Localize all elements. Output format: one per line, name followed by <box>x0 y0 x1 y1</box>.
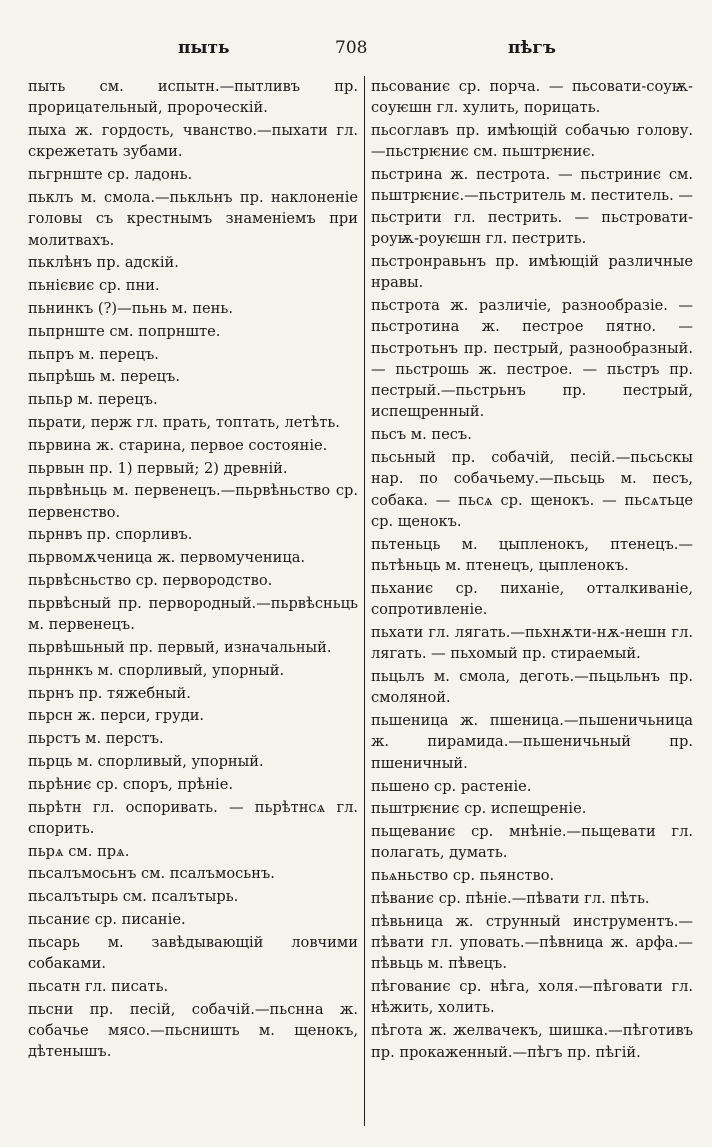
dictionary-entry: пьцьлъ м. смола, деготь.—пьцьльнъ пр. смоляной. <box>371 668 693 707</box>
dictionary-entry: пьрць м. спорливый, упорный. <box>28 752 264 770</box>
dictionary-entry: пьклъ м. смола.—пькльнъ пр. наклоненіе головы съ крестнымъ знаменіемъ при молитвахъ. <box>28 188 358 249</box>
dictionary-entry: пьханиє ср. пиханіе, отталкиваніе, сопротивленіе. <box>371 579 693 619</box>
dictionary-entry: пьхати гл. лягать.—пьхнѫти-нѫ-нешн гл. лягать. — пьхомый пр. стираемый. <box>371 623 693 663</box>
dictionary-entry: пѣгота ж. желвачекъ, шишка.—пѣготивъ пр. прокаженный.—пѣгъ пр. пѣгій. <box>371 1022 693 1061</box>
dictionary-entry: пьсаниє ср. писаніе. <box>28 910 186 928</box>
dictionary-entry: пьшено ср. растеніе. <box>371 777 532 795</box>
running-head-right: пѣгъ <box>508 38 556 58</box>
right-column <box>371 76 693 1126</box>
dictionary-entry: пьстронравьнъ пр. имѣющій различные нравы. <box>371 252 693 292</box>
dictionary-entry: пьрвина ж. старина, первое состояніе. <box>28 436 328 454</box>
dictionary-entry: пьтеньць м. цыпленокъ, птенецъ.— пьтѣньць м. птенецъ, цыпленокъ. <box>371 535 693 575</box>
dictionary-entry: пьрѧ см. прѧ. <box>28 842 130 860</box>
left-column <box>28 76 358 1126</box>
dictionary-entry: пьрвомѫченица ж. первомученица. <box>28 549 306 567</box>
dictionary-entry: пьрнвъ пр. спорливъ. <box>28 526 193 544</box>
dictionary-entry: пьрсн ж. перси, груди. <box>28 707 205 725</box>
dictionary-entry: пьнієвиє ср. пни. <box>28 277 160 295</box>
dictionary-entry: пьрати, перж гл. прать, топтать, летѣть. <box>28 413 340 431</box>
dictionary-entry: пыть см. испытн.—пытливъ пр. прорицательный, пророческій. <box>28 78 358 117</box>
dictionary-entry: пьрннкъ м. спорливый, упорный. <box>28 661 285 679</box>
dictionary-entry: пьрвѣсньство ср. первородство. <box>28 572 273 590</box>
dictionary-entry: пьсьный пр. собачій, песій.—пьсьскы нар. по собачьему.—пьсьць м. песъ, собака. — пьсѧ ср. щенокъ. — пьсѧтьце ср. щенокъ. <box>371 449 693 530</box>
dictionary-entry: пьшеница ж. пшеница.—пьшеничьница ж. пирамида.—пьшеничьный пр. пшеничный. <box>371 712 693 772</box>
running-head-left: пыть <box>178 38 230 58</box>
dictionary-columns <box>28 76 694 1136</box>
dictionary-entry: пьрвѣшьный пр. первый, изначальный. <box>28 638 332 656</box>
dictionary-entry: пьгрнште ср. ладонь. <box>28 166 193 184</box>
dictionary-entry: пьштрѥниє ср. испещреніе. <box>371 800 587 818</box>
dictionary-entry: пьсалъмосьнъ см. псалъмосьнъ. <box>28 865 275 883</box>
dictionary-entry: пьсъ м. песъ. <box>371 426 472 444</box>
dictionary-entry: пьрѣтн гл. оспоривать. — пьрѣтнсѧ гл. спорить. <box>28 798 358 837</box>
dictionary-entry: пьсоглавъ пр. имѣющій собачью голову.—пьстрѥниє см. пьштрѥниє. <box>371 122 693 161</box>
dictionary-entry: пѣваниє ср. пѣніе.—пѣвати гл. пѣть. <box>371 889 650 907</box>
column-divider <box>364 76 365 1126</box>
dictionary-entry: пьрвѣсный пр. первородный.—пьрвѣсньць м. первенецъ. <box>28 594 358 634</box>
dictionary-entry: пьрвын пр. 1) первый; 2) древній. <box>28 459 288 477</box>
dictionary-entry: пьрнъ пр. тяжебный. <box>28 684 191 702</box>
page-header <box>0 38 712 62</box>
dictionary-entry: пьрѣниє ср. споръ, прѣніе. <box>28 775 234 793</box>
dictionary-entry: пьпрнште см. попрнште. <box>28 322 221 340</box>
dictionary-entry: пьпръ м. перецъ. <box>28 345 159 363</box>
dictionary-entry: пьпрѣшь м. перецъ. <box>28 368 180 386</box>
dictionary-entry: пьѧньство ср. пьянство. <box>371 867 555 885</box>
dictionary-entry: пьсатн гл. писать. <box>28 977 169 995</box>
dictionary-entry: пьклѣнъ пр. адскій. <box>28 254 179 272</box>
dictionary-entry: пьрвѣньць м. первенецъ.—пьрвѣньство ср. первенство. <box>28 482 358 521</box>
dictionary-entry: пьсалътырь см. псалътырь. <box>28 888 239 906</box>
dictionary-entry: пѣгованиє ср. нѣга, холя.—пѣговати гл. нѣжить, холить. <box>371 978 693 1017</box>
dictionary-entry: пьстрина ж. пестрота. — пьстриниє см. пьштрѥниє.—пьстритель м. пеститель. — пьстрити гл. пестрить. — пьстровати-роуѭ-роуѥшн гл. пестрить. <box>371 166 694 248</box>
dictionary-entry: пьнинкъ (?)—пьнь м. пень. <box>28 299 233 317</box>
dictionary-entry: пьстрота ж. различіе, разнообразіе. —пьстротина ж. пестрое пятно. — пьстротьнъ пр. пестрый, разнообразный. — пьстрошь ж. пестрое. — пьстръ пр. пестрый.—пьстрьнъ пр. пестрый, испещренный. <box>371 296 693 421</box>
dictionary-entry: пѣвьница ж. струнный инструментъ.—пѣвати гл. уповать.—пѣвница ж. арфа.—пѣвьць м. пѣвецъ. <box>371 912 693 973</box>
dictionary-entry: пьщеваниє ср. мнѣніе.—пьщевати гл. полагать, думать. <box>371 823 693 862</box>
page-number: 708 <box>335 38 368 58</box>
dictionary-entry: пьсарь м. завѣдывающій ловчими собаками. <box>28 933 358 973</box>
dictionary-entry: пьсни пр. песій, собачій.—пьснна ж. собачье мясо.—пьсништь м. щенокъ, дѣтенышъ. <box>28 1000 358 1061</box>
dictionary-entry: пьпьр м. перецъ. <box>28 391 158 409</box>
dictionary-entry: пьрстъ м. перстъ. <box>28 730 164 748</box>
dictionary-entry: пыха ж. гордость, чванство.—пыхати гл. скрежетать зубами. <box>28 122 358 161</box>
dictionary-entry: пьсованиє ср. порча. — пьсовати-соуѭ-соуѥшн гл. хулить, порицать. <box>371 78 693 117</box>
